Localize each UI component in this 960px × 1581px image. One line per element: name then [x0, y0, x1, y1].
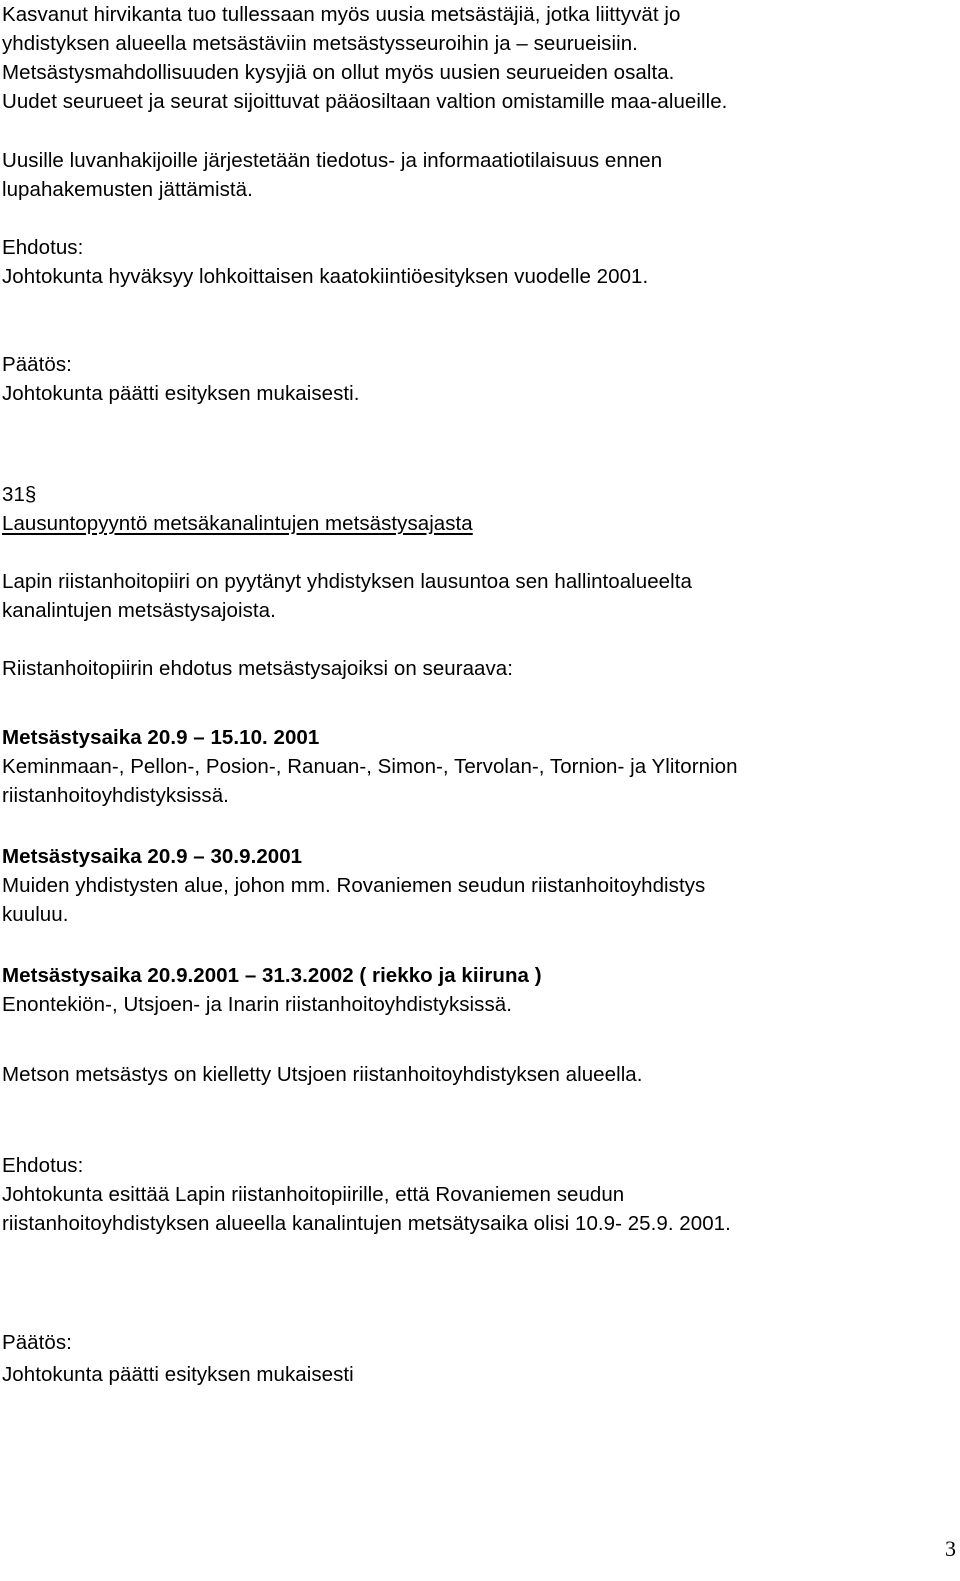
request-line-1: Lapin riistanhoitopiiri on pyytänyt yhdistyksen lausuntoa sen hallintoalueelta: [2, 570, 692, 593]
season-3-title: Metsästysaika 20.9.2001 – 31.3.2002 ( riekko ja kiiruna ): [2, 964, 542, 987]
proposal-heading: Ehdotus:: [2, 236, 84, 259]
season-3-line-1: Enontekiön-, Utsjoen- ja Inarin riistanhoitoyhdistyksissä.: [2, 993, 512, 1016]
intro-line-5: Uusille luvanhakijoille järjestetään tiedotus- ja informaatiotilaisuus ennen: [2, 149, 663, 172]
decision-2-text: Johtokunta päätti esityksen mukaisesti: [2, 1363, 354, 1386]
district-proposal: Riistanhoitopiirin ehdotus metsästysajoiksi on seuraava:: [2, 657, 514, 680]
season-2-title: Metsästysaika 20.9 – 30.9.2001: [2, 845, 303, 868]
intro-line-2: yhdistyksen alueella metsästäviin metsästysseuroihin ja – seurueisiin.: [2, 32, 638, 55]
proposal-2-heading: Ehdotus:: [2, 1154, 84, 1177]
intro-line-1: Kasvanut hirvikanta tuo tullessaan myös uusia metsästäjiä, jotka liittyvät jo: [2, 3, 681, 26]
proposal-2-line-1: Johtokunta esittää Lapin riistanhoitopiirille, että Rovaniemen seudun: [2, 1183, 625, 1206]
page-number: 3: [945, 1536, 956, 1561]
intro-line-4: Uudet seurueet ja seurat sijoittuvat pääosiltaan valtion omistamille maa-alueille.: [2, 90, 728, 113]
section-number: 31§: [2, 483, 37, 506]
capercaillie-note: Metson metsästys on kielletty Utsjoen riistanhoitoyhdistyksen alueella.: [2, 1063, 643, 1086]
season-1-line-2: riistanhoitoyhdistyksissä.: [2, 784, 229, 807]
season-2-line-2: kuuluu.: [2, 903, 69, 926]
section-title: Lausuntopyyntö metsäkanalintujen metsästysajasta: [2, 512, 473, 535]
season-2-line-1: Muiden yhdistysten alue, johon mm. Rovaniemen seudun riistanhoitoyhdistys: [2, 874, 706, 897]
season-1-line-1: Keminmaan-, Pellon-, Posion-, Ranuan-, Simon-, Tervolan-, Tornion- ja Ylitornion: [2, 755, 738, 778]
season-1-title: Metsästysaika 20.9 – 15.10. 2001: [2, 726, 320, 749]
request-line-2: kanalintujen metsästysajoista.: [2, 599, 276, 622]
proposal-2-line-2: riistanhoitoyhdistyksen alueella kanalintujen metsätysaika olisi 10.9- 25.9. 2001.: [2, 1212, 731, 1235]
decision-heading: Päätös:: [2, 353, 72, 376]
intro-line-6: lupahakemusten jättämistä.: [2, 178, 253, 201]
decision-text: Johtokunta päätti esityksen mukaisesti.: [2, 382, 360, 405]
decision-2-heading: Päätös:: [2, 1331, 72, 1354]
proposal-text: Johtokunta hyväksyy lohkoittaisen kaatokiintiöesityksen vuodelle 2001.: [2, 265, 649, 288]
intro-line-3: Metsästysmahdollisuuden kysyjiä on ollut myös uusien seurueiden osalta.: [2, 61, 675, 84]
